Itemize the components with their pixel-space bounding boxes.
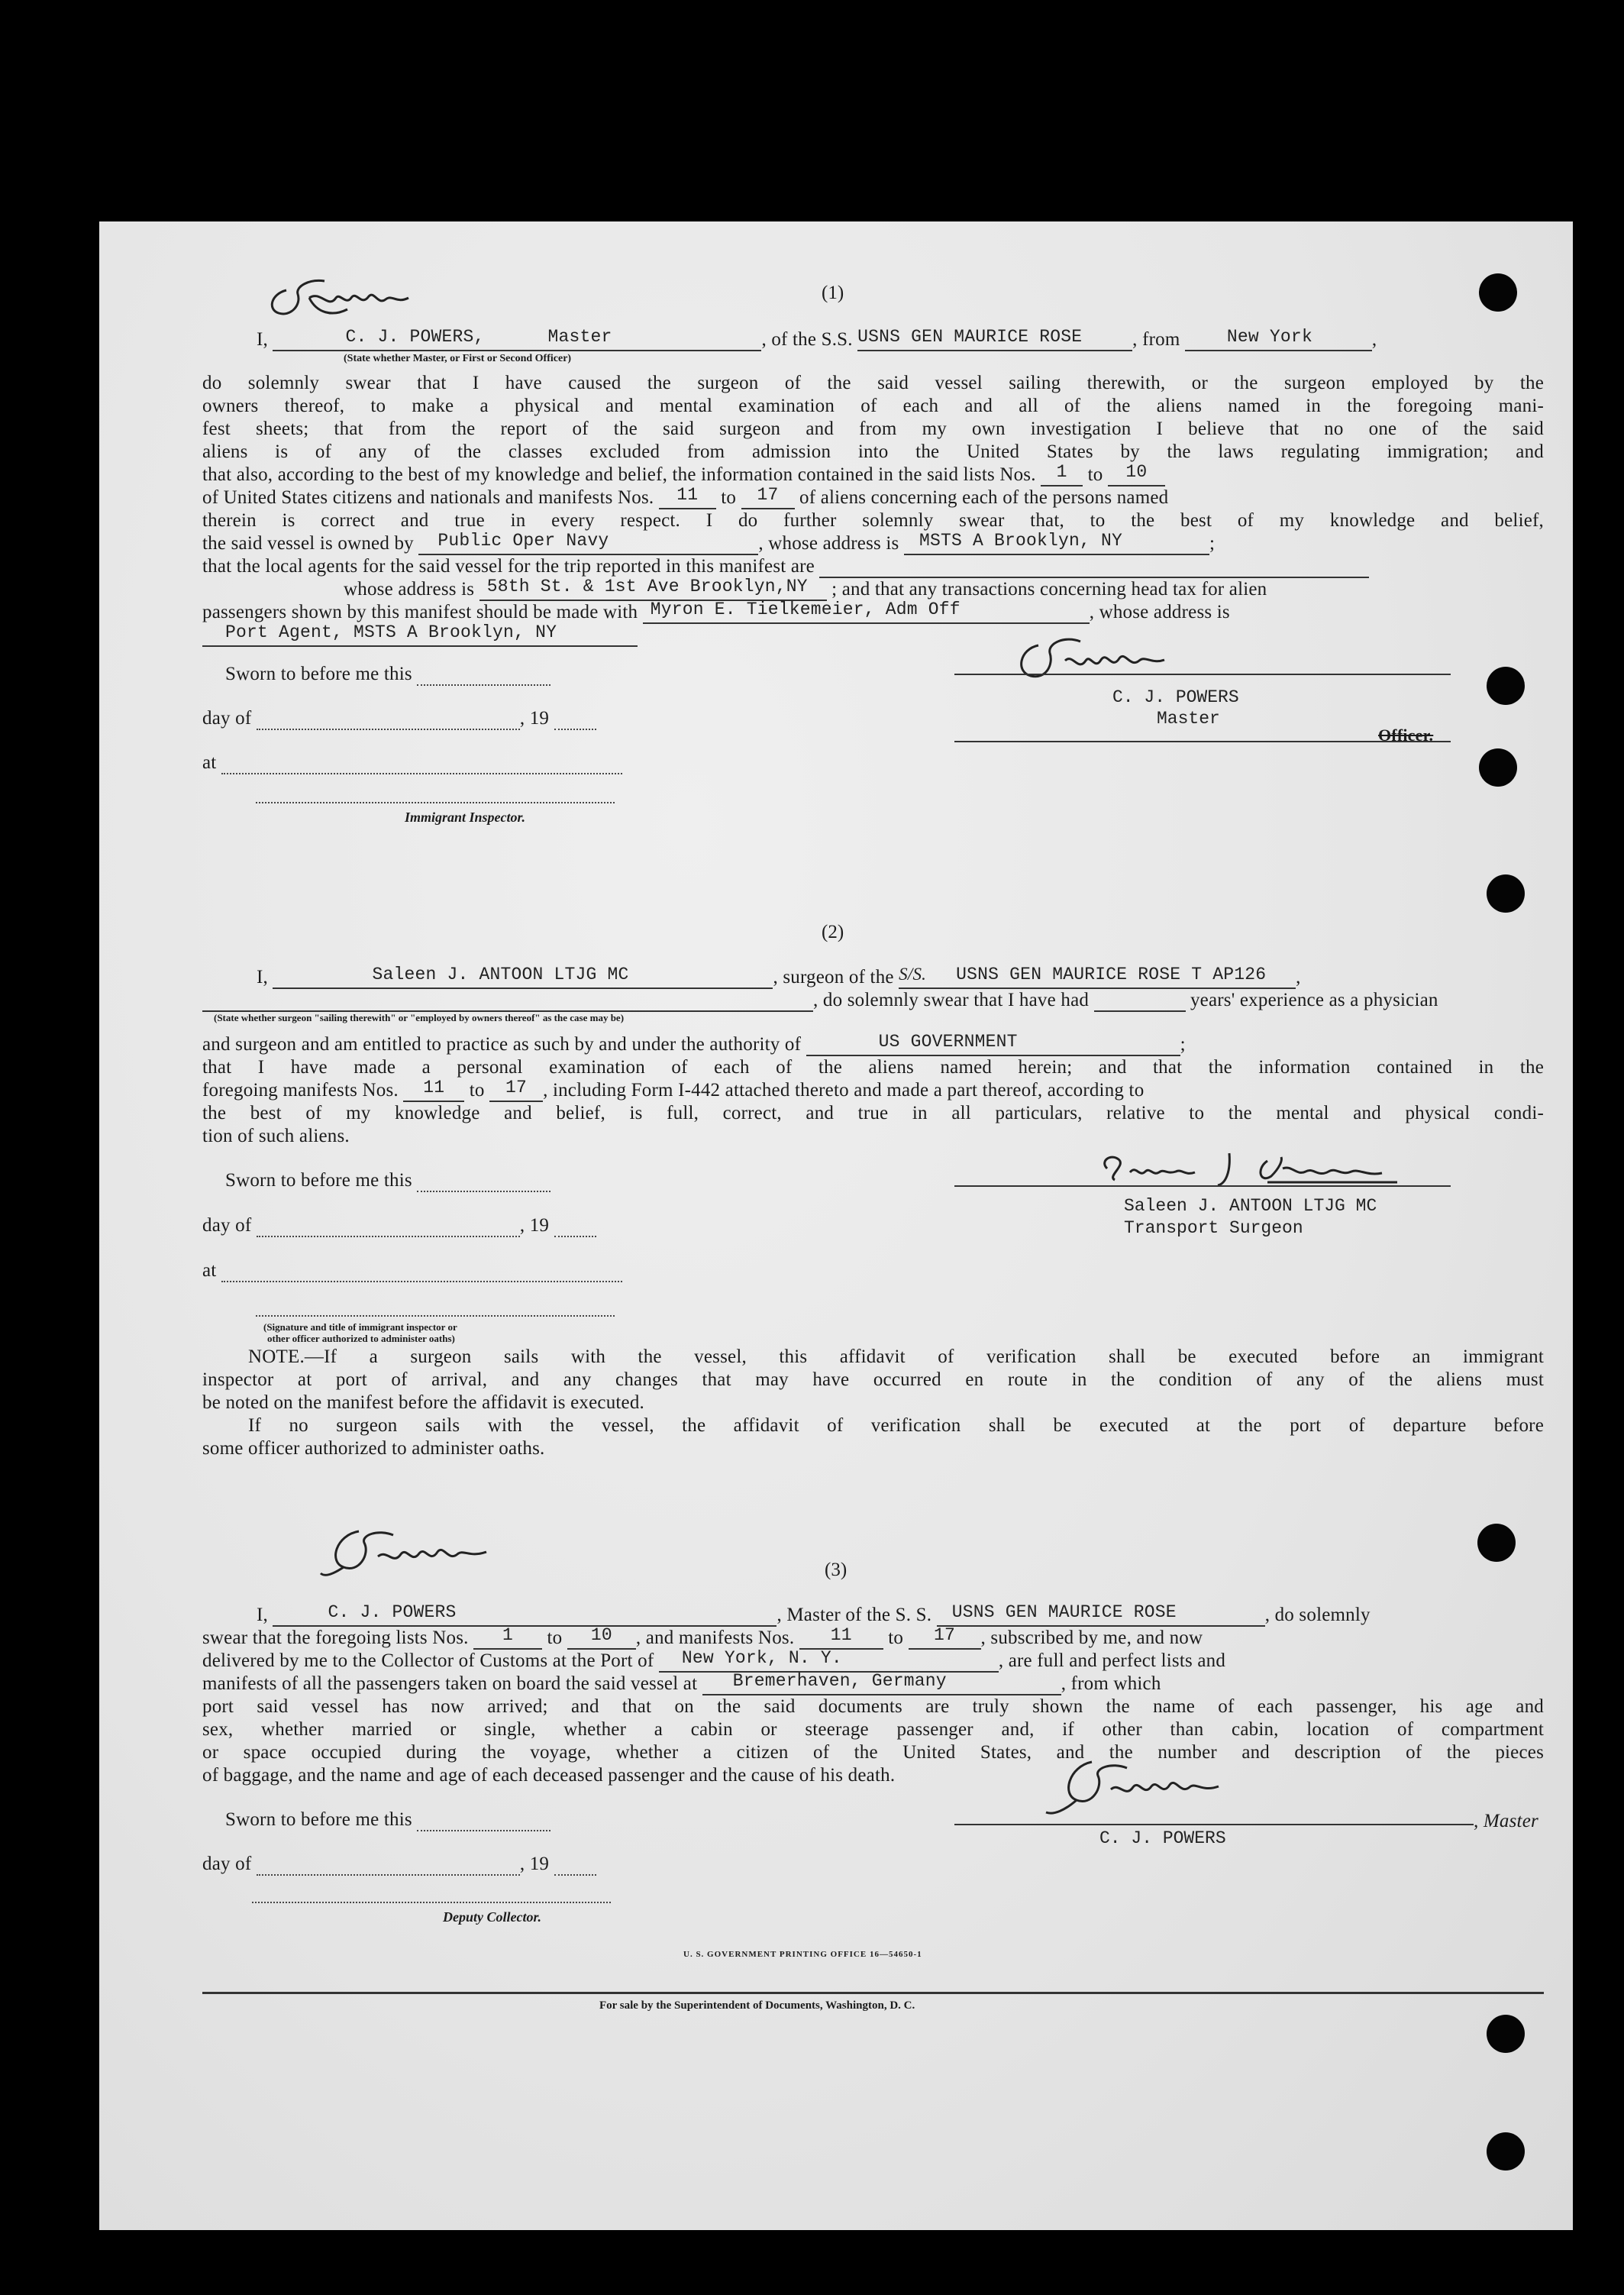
section-2-signer-name: Saleen J. ANTOON LTJG MC	[1124, 1196, 1377, 1216]
surgeon-caption: (State whether surgeon "sailing therewith" or "employed by owners thereof" as the case may be)	[214, 1012, 625, 1023]
section-1-line-5: aliens is of any of the classes excluded from admission into the United States by the laws regulating immigration; and	[202, 441, 1544, 462]
binder-hole-4	[1487, 874, 1525, 913]
binder-hole-1	[1479, 273, 1517, 312]
section-1-sworn: Sworn to before me this	[225, 663, 550, 686]
section-2-line-3: and surgeon and am entitled to practice as such by and under the authority of US GOVERNMENT ;	[202, 1032, 1186, 1055]
section-3-line-6: sex, whether married or single, whether a cabin or steerage passenger and, if other than cabin, location of compartment	[202, 1719, 1544, 1740]
document-page	[99, 221, 1573, 2230]
section-3-day-of: day of , 19	[202, 1853, 596, 1876]
section-2-at: at	[202, 1259, 622, 1282]
section-2-number: (2)	[822, 922, 844, 942]
section-1-signer-title: Master	[1157, 709, 1220, 729]
deputy-collector-caption: Deputy Collector.	[443, 1909, 541, 1925]
section-3-line-4: manifests of all the passengers taken on board the said vessel at Bremerhaven, Germany , from which	[202, 1671, 1161, 1694]
section-1-day-of: day of , 19	[202, 707, 596, 730]
section-2-line-6: the best of my knowledge and belief, is full, correct, and true in all particulars, relative to the mental and physical condi-	[202, 1103, 1544, 1123]
printing-office-label: U. S. GOVERNMENT PRINTING OFFICE 16—54650-1	[683, 1950, 922, 1959]
surgeon-signature-line	[954, 1185, 1451, 1187]
section-2-day-of: day of , 19	[202, 1214, 596, 1237]
inspector-signature-line	[256, 1315, 615, 1317]
section-1-line-12: passengers shown by this manifest should be made with Myron E. Tielkemeier, Adm Off , whose address is	[202, 600, 1230, 622]
section-1-line-1: I, C. J. POWERS, Master , of the S.S. USNS GEN MAURICE ROSE , from New York ,	[257, 327, 1377, 350]
section-1-line-2: do solemnly swear that I have caused the surgeon of the said vessel sailing therewith, or the surgeon employed by the	[202, 373, 1544, 393]
section-2-line-1: I, Saleen J. ANTOON LTJG MC , surgeon of the S/S. USNS GEN MAURICE ROSE T AP126 ,	[257, 965, 1301, 987]
section-1-line-6: that also, according to the best of my knowledge and belief, the information contained in the said lists Nos. 1 to 10	[202, 464, 1165, 486]
binder-hole-5	[1477, 1524, 1516, 1562]
binder-hole-7	[1487, 2132, 1525, 2171]
section-3-line-1: I, C. J. POWERS , Master of the S. S. USNS GEN MAURICE ROSE , do solemnly	[257, 1602, 1371, 1625]
master-signature-3	[1038, 1753, 1245, 1821]
note-line-2: inspector at port of arrival, and any changes that may have occurred en route in the condition of any of the aliens must	[202, 1369, 1544, 1390]
section-1-line-10: that the local agents for the said vessel for the trip reported in this manifest are	[202, 555, 1369, 578]
section-3-line-5: port said vessel has now arrived; and that on the said documents are truly shown the name of each passenger, his age and	[202, 1696, 1544, 1717]
immigrant-inspector-caption: Immigrant Inspector.	[405, 810, 526, 825]
note-line-5: some officer authorized to administer oaths.	[202, 1438, 545, 1459]
note-line-4: If no surgeon sails with the vessel, the affidavit of verification shall be executed at the port of departure before	[248, 1415, 1544, 1436]
officer-field: C. J. POWERS, Master	[273, 328, 761, 351]
section-1-line-13: Port Agent, MSTS A Brooklyn, NY	[202, 624, 638, 647]
section-1-line-3: owners thereof, to make a physical and mental examination of each and all of the aliens named in the foregoing mani-	[202, 396, 1544, 416]
for-sale-label: For sale by the Superintendent of Documents, Washington, D. C.	[599, 1999, 915, 2012]
deputy-collector-line	[252, 1902, 611, 1903]
master-signature-line-1	[954, 674, 1451, 675]
master-signature-1	[1008, 626, 1191, 691]
section-3-line-8: of baggage, and the name and age of each deceased passenger and the cause of his death.	[202, 1765, 896, 1786]
officer-line	[954, 741, 1451, 742]
vessel-field: USNS GEN MAURICE ROSE	[857, 328, 1132, 351]
section-1-line-11: whose address is 58th St. & 1st Ave Brooklyn,NY ; and that any transactions concerning head tax for alien	[344, 577, 1267, 600]
immigrant-inspector-line	[256, 802, 615, 803]
master-signature-top-3	[317, 1520, 515, 1585]
footer-rule	[202, 1992, 1544, 1994]
section-3-line-7: or space occupied during the voyage, whether a citizen of the United States, and the number and description of the pieces	[202, 1742, 1544, 1763]
section-1-line-7: of United States citizens and nationals and manifests Nos. 11 to 17 of aliens concerning each of the persons named	[202, 485, 1169, 508]
inspector-caption-1: (Signature and title of immigrant inspector or	[263, 1321, 457, 1333]
master-label: , Master	[1474, 1811, 1538, 1831]
section-1-number: (1)	[822, 283, 844, 303]
section-1-line-8: therein is correct and true in every respect. I do further solemnly swear that, to the best of my knowledge and belief,	[202, 510, 1544, 531]
section-1-line-9: the said vessel is owned by Public Oper Navy , whose address is MSTS A Brooklyn, NY ;	[202, 531, 1216, 554]
from-port-field: New York	[1185, 328, 1372, 351]
binder-hole-6	[1487, 2015, 1525, 2053]
section-3-sworn: Sworn to before me this	[225, 1809, 550, 1831]
section-2-line-5: foregoing manifests Nos. 11 to 17 , including Form I-442 attached thereto and made a part thereof, according to	[202, 1078, 1145, 1101]
inspector-caption-2: other officer authorized to administer oaths)	[267, 1333, 455, 1344]
master-signature-top	[263, 267, 439, 328]
master-signature-line-3	[954, 1824, 1474, 1825]
officer-struck-label: Officer.	[1378, 726, 1434, 745]
section-3-number: (3)	[825, 1560, 848, 1580]
note-line-1: NOTE.—If a surgeon sails with the vessel, this affidavit of verification shall be executed before an immigrant	[248, 1346, 1544, 1367]
section-1-line-4: fest sheets; that from the report of the said surgeon and from my own investigation I believe that no one of the said	[202, 419, 1544, 439]
section-1-signer-name: C. J. POWERS	[1112, 687, 1239, 707]
binder-hole-2	[1487, 667, 1525, 705]
section-2-line-7: tion of such aliens.	[202, 1126, 350, 1146]
section-2-sworn: Sworn to before me this	[225, 1169, 550, 1192]
section-2-line-4: that I have made a personal examination of each of the aliens named herein; and that the information contained in the	[202, 1057, 1544, 1078]
binder-hole-3	[1479, 748, 1517, 787]
section-3-signer-name: C. J. POWERS	[1099, 1828, 1226, 1848]
section-2-signer-title: Transport Surgeon	[1124, 1218, 1303, 1238]
section-3-line-3: delivered by me to the Collector of Customs at the Port of New York, N. Y. , are full and perfect lists and	[202, 1648, 1226, 1671]
officer-caption: (State whether Master, or First or Second Officer)	[344, 353, 572, 364]
section-3-line-2: swear that the foregoing lists Nos. 1 to 10 , and manifests Nos. 11 to 17 , subscribed by me, and now	[202, 1625, 1203, 1648]
section-1-at: at	[202, 752, 622, 774]
note-line-3: be noted on the manifest before the affidavit is executed.	[202, 1392, 644, 1413]
section-2-line-2: , do solemnly swear that I have had years' experience as a physician	[202, 989, 1438, 1012]
